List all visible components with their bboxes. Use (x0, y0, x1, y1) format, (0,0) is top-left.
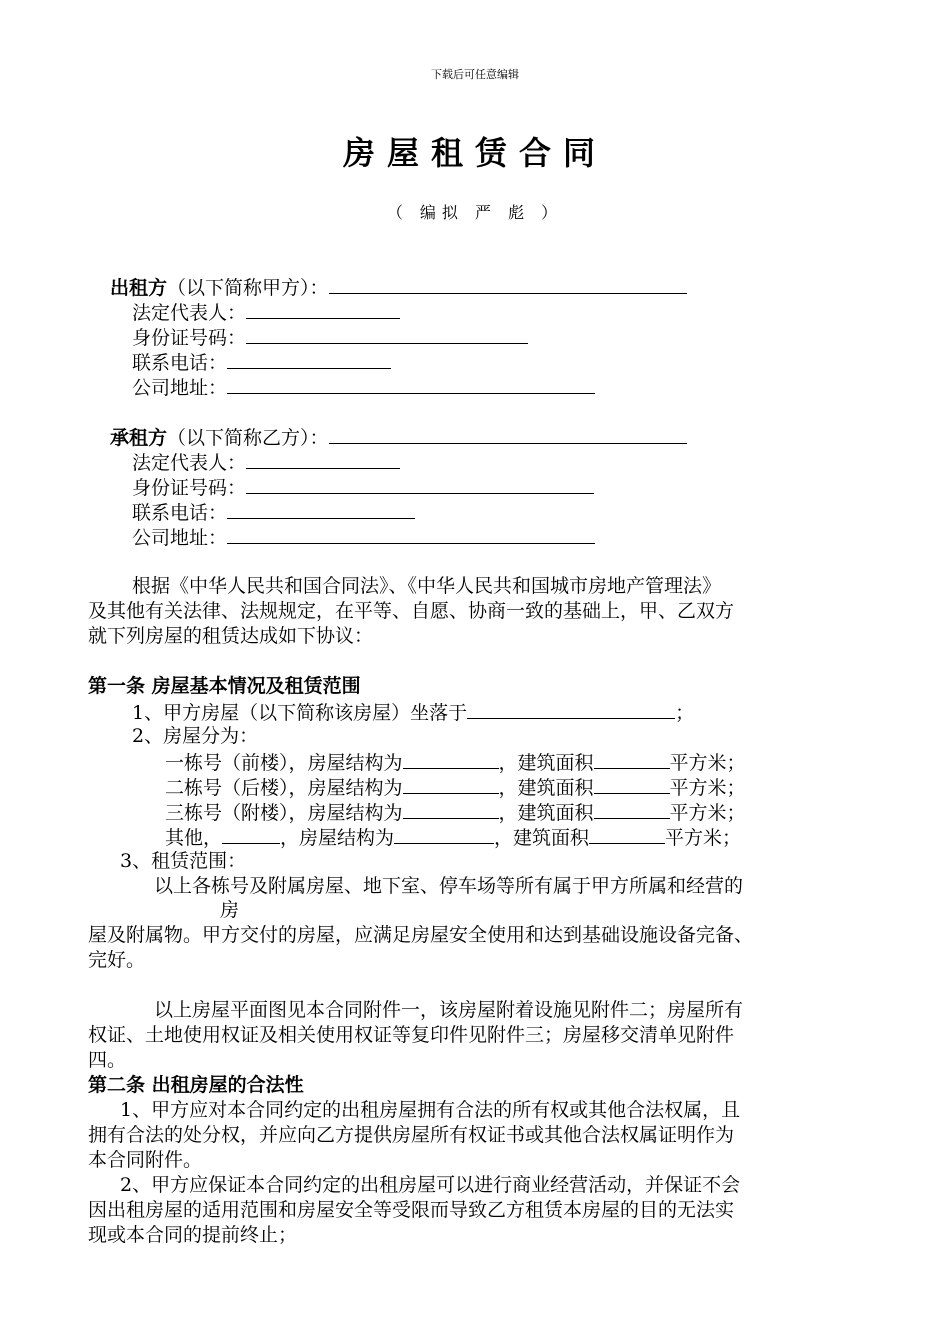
lessee-address-blank[interactable] (227, 524, 595, 544)
lessor-id-no-label: 身份证号码： (132, 327, 247, 349)
lessee-phone (132, 499, 415, 524)
lessor-legal-rep (132, 299, 400, 324)
article-2-p1: 拥有合法的处分权，并应向乙方提供房屋所有权证书或其他合法权属证明作为 (88, 1124, 735, 1146)
lessee-heading-bold: 承租方 (110, 427, 168, 449)
attachments-text: 四。 (88, 1049, 127, 1071)
lessee-legal-rep-label: 法定代表人： (132, 452, 247, 474)
lessor-heading-bold: 出租方 (110, 277, 168, 299)
area-blank[interactable] (594, 774, 670, 794)
building-row-name: 三栋号（附楼），房屋结构为 (165, 802, 403, 824)
area-blank[interactable] (594, 749, 670, 769)
building-row-area: ，建筑面积 (498, 752, 594, 774)
article-2-p2: 因出租房屋的适用范围和房屋安全等受限而导致乙方租赁本房屋的目的无法实 (88, 1199, 735, 1221)
lessor-name-blank[interactable] (329, 274, 687, 294)
area-blank[interactable] (594, 799, 670, 819)
building-row (165, 749, 746, 774)
document-subtitle: （ 编拟 严 彪 ） (386, 203, 564, 222)
scope-text: 完好。 (88, 949, 146, 971)
scope-text: 屋及附属物。甲方交付的房屋，应满足房屋安全使用和达到基础设施设备完备、 (88, 924, 754, 946)
structure-blank[interactable] (403, 774, 499, 794)
lessee-name-blank[interactable] (329, 424, 687, 444)
lessor-address (132, 374, 595, 399)
preamble-line: 及其他有关法律、法规规定，在平等、自愿、协商一致的基础上，甲、乙双方 (88, 600, 735, 622)
other-structure-label: ，房屋结构为 (280, 827, 395, 849)
article-2-title: 第二条 出租房屋的合法性 (88, 1074, 304, 1096)
structure-blank[interactable] (403, 749, 499, 769)
location-blank[interactable] (467, 699, 675, 719)
other-unit: 平方米； (665, 827, 742, 849)
building-row-unit: 平方米； (669, 752, 746, 774)
header-note: 下载后可任意编辑 (431, 68, 519, 81)
lessee-legal-rep-blank[interactable] (246, 449, 400, 469)
article-2-p1: 1、甲方应对本合同约定的出租房屋拥有合法的所有权或其他合法权属，且 (120, 1099, 741, 1121)
lessor-phone-label: 联系电话： (132, 352, 228, 374)
preamble-line: 就下列房屋的租赁达成如下协议： (88, 625, 374, 647)
article-1-item-1-text: 1、甲方房屋（以下简称该房屋）坐落于 (132, 702, 468, 724)
lessor-legal-rep-blank[interactable] (246, 299, 400, 319)
lessor-address-blank[interactable] (227, 374, 595, 394)
other-area-label: ，建筑面积 (494, 827, 590, 849)
scope-text: 房 (220, 899, 240, 921)
lessor-phone (132, 349, 391, 374)
building-row-name: 一栋号（前楼），房屋结构为 (165, 752, 403, 774)
article-1-title: 第一条 房屋基本情况及租赁范围 (88, 675, 361, 697)
attachments-text: 以上房屋平面图见本合同附件一，该房屋附着设施见附件二；房屋所有 (154, 999, 744, 1021)
lessor-id-no (132, 324, 528, 349)
lessee-legal-rep (132, 449, 400, 474)
structure-blank[interactable] (403, 799, 499, 819)
article-1-item-1-end: ； (675, 702, 695, 724)
building-row-area: ，建筑面积 (498, 777, 594, 799)
other-name-blank[interactable] (222, 824, 280, 844)
lessor-address-label: 公司地址： (132, 377, 228, 399)
attachments-text: 权证、土地使用权证及相关使用权证等复印件见附件三；房屋移交清单见附件 (88, 1024, 735, 1046)
lessor-legal-rep-label: 法定代表人： (132, 302, 247, 324)
preamble-line: 根据《中华人民共和国合同法》、《中华人民共和国城市房地产管理法》 (132, 575, 722, 597)
lessee-heading (110, 424, 687, 449)
lessor-phone-blank[interactable] (227, 349, 391, 369)
lessee-address (132, 524, 595, 549)
lessee-phone-blank[interactable] (227, 499, 415, 519)
article-2-p1: 本合同附件。 (88, 1149, 203, 1171)
article-1-item-3: 3、租赁范围： (120, 850, 247, 872)
lessee-phone-label: 联系电话： (132, 502, 228, 524)
lessor-id-no-blank[interactable] (246, 324, 528, 344)
building-row (165, 799, 746, 824)
other-label: 其他， (165, 827, 223, 849)
article-1-item-2: 2、房屋分为： (132, 725, 259, 747)
building-row-area: ，建筑面积 (498, 802, 594, 824)
building-row-unit: 平方米； (669, 802, 746, 824)
lessee-id-no-label: 身份证号码： (132, 477, 247, 499)
lessee-id-no (132, 474, 594, 499)
area-blank[interactable] (589, 824, 665, 844)
structure-blank[interactable] (394, 824, 494, 844)
building-row (165, 774, 746, 799)
lessor-heading (110, 274, 687, 299)
document-title: 房屋租赁合同 (342, 134, 607, 172)
building-row-name: 二栋号（后楼），房屋结构为 (165, 777, 403, 799)
building-row-unit: 平方米； (669, 777, 746, 799)
article-1-item-1 (132, 699, 694, 724)
article-2-p2: 2、甲方应保证本合同约定的出租房屋可以进行商业经营活动，并保证不会 (120, 1174, 741, 1196)
lessor-heading-rest: （以下简称甲方）： (167, 277, 329, 299)
article-2-p2: 现或本合同的提前终止； (88, 1224, 298, 1246)
lessee-address-label: 公司地址： (132, 527, 228, 549)
building-row-other (165, 824, 741, 849)
lessee-heading-rest: （以下简称乙方）： (167, 427, 329, 449)
lessee-id-no-blank[interactable] (246, 474, 594, 494)
scope-text: 以上各栋号及附属房屋、地下室、停车场等所有属于甲方所属和经营的 (154, 875, 744, 897)
